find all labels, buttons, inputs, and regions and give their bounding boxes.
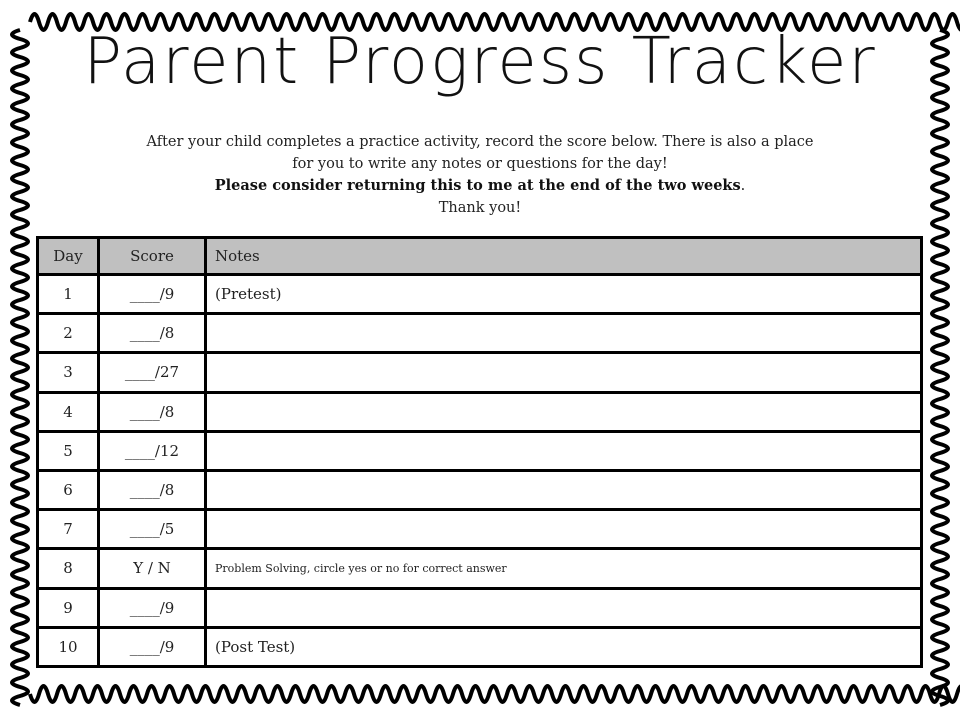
day-cell: 6: [38, 470, 99, 509]
table-row: [38, 588, 922, 627]
notes-field[interactable]: [206, 470, 922, 509]
score-field[interactable]: ____/9: [99, 275, 206, 314]
page-title: Parent Progress Tracker: [83, 25, 877, 99]
table-row: [38, 392, 922, 431]
instructions-line-1: After your child completes a practice activity, record the score below. There is also a place: [146, 134, 814, 150]
table-row: [38, 314, 922, 353]
header-day: Day: [38, 238, 99, 275]
return-request-period: .: [740, 178, 746, 194]
day-cell: 2: [38, 314, 99, 353]
day-cell: 10: [38, 627, 99, 666]
day-cell: 3: [38, 353, 99, 392]
score-field[interactable]: ____/5: [99, 510, 206, 549]
notes-field[interactable]: (Pretest): [206, 275, 922, 314]
score-field[interactable]: ____/8: [99, 314, 206, 353]
notes-field[interactable]: [206, 510, 922, 549]
border-bottom: [30, 686, 960, 702]
table-row: [38, 470, 922, 509]
table-header-row: [38, 238, 922, 275]
score-field[interactable]: ____/8: [99, 392, 206, 431]
day-cell: 4: [38, 392, 99, 431]
return-request-bold: Please consider returning this to me at the end of the two weeks: [214, 177, 741, 194]
notes-field[interactable]: [206, 314, 922, 353]
table-row: [38, 431, 922, 470]
notes-field[interactable]: [206, 588, 922, 627]
instructions: [60, 132, 900, 219]
score-field[interactable]: ____/9: [99, 627, 206, 666]
yes-no-choice[interactable]: Y / N: [99, 549, 206, 588]
table-row: [38, 510, 922, 549]
score-field[interactable]: ____/9: [99, 588, 206, 627]
score-field[interactable]: ____/27: [99, 353, 206, 392]
table-row: [38, 353, 922, 392]
table-row: [38, 275, 922, 314]
notes-field[interactable]: [206, 431, 922, 470]
day-cell: 1: [38, 275, 99, 314]
score-field[interactable]: ____/8: [99, 470, 206, 509]
return-request: [60, 175, 900, 198]
table-row: [38, 627, 922, 666]
day-cell: 8: [38, 549, 99, 588]
notes-field[interactable]: [206, 392, 922, 431]
day-cell: 9: [38, 588, 99, 627]
notes-field[interactable]: Problem Solving, circle yes or no for correct answer: [206, 549, 922, 588]
day-cell: 5: [38, 431, 99, 470]
header-notes: Notes: [206, 238, 922, 275]
day-cell: 7: [38, 510, 99, 549]
notes-field[interactable]: [206, 353, 922, 392]
thank-you-text: Thank you!: [438, 199, 522, 216]
progress-table: [36, 236, 923, 668]
border-right: [932, 30, 948, 705]
notes-field[interactable]: (Post Test): [206, 627, 922, 666]
score-field[interactable]: ____/12: [99, 431, 206, 470]
header-score: Score: [99, 238, 206, 275]
border-left: [12, 30, 28, 705]
table-row: [38, 549, 922, 588]
instructions-line-2: for you to write any notes or questions for the day!: [292, 155, 668, 172]
